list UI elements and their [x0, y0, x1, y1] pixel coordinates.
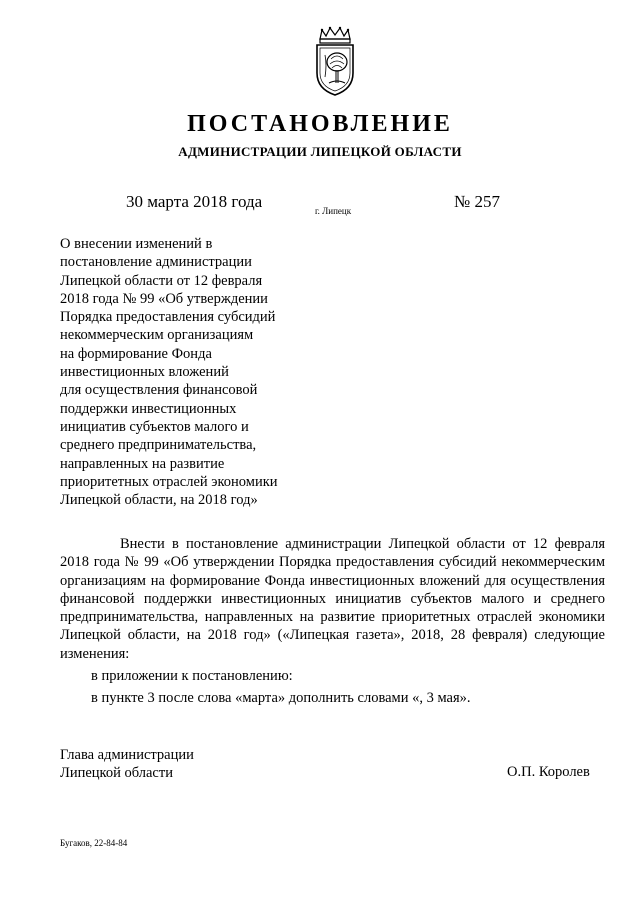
document-city: г. Липецк	[315, 206, 352, 216]
heading-line: инвестиционных вложений	[60, 364, 229, 381]
document-date: 30 марта 2018 года	[126, 192, 263, 211]
signatory-position-line: Глава администрации	[60, 747, 194, 763]
heading-line: поддержки инвестиционных	[60, 400, 237, 417]
heading-line: Липецкой области, на 2018 год»	[60, 492, 258, 509]
amendment-line-1: в приложении к постановлению:	[91, 668, 293, 684]
heading-line: для осуществления финансовой	[60, 382, 258, 399]
document-number: № 257	[454, 192, 500, 211]
heading-line: приоритетных отраслей экономики	[60, 473, 278, 490]
heading-line: некоммерческим организациям	[60, 327, 254, 344]
body-paragraph: Внести в постановление администрации Липецкой области от 12 февраля 2018 года № 99 «Об утверждении Порядка предоставления субсидий некоммерческим организациям на формирование Фонда инвестиционных вложений для осуществления финансовой поддержки инвестиционных инициатив субъектов малого и среднего предпринимательства, направленных на развитие приоритетных отраслей экономики Липецкой области, на 2018 год» («Липецкая газета», 2018, 28 февраля) следующие изменения:	[60, 536, 605, 662]
document-title: ПОСТАНОВЛЕНИЕ	[187, 111, 453, 137]
heading-line: 2018 года № 99 «Об утверждении	[60, 290, 268, 307]
heading-line: направленных на развитие	[60, 455, 225, 472]
heading-line: среднего предпринимательства,	[60, 437, 257, 454]
heading-line: Порядка предоставления субсидий	[60, 309, 276, 326]
heading-line: О внесении изменений в	[60, 236, 213, 252]
amendment-line-2: в пункте 3 после слова «марта» дополнить словами «, 3 мая».	[91, 690, 471, 706]
document-subtitle: АДМИНИСТРАЦИИ ЛИПЕЦКОЙ ОБЛАСТИ	[178, 144, 462, 159]
heading-line: Липецкой области от 12 февраля	[60, 272, 263, 289]
heading-line: на формирование Фонда	[60, 345, 212, 362]
heading-line: инициатив субъектов малого и	[60, 418, 249, 435]
signatory-position	[60, 746, 194, 783]
signatory-name: О.П. Королев	[507, 764, 590, 780]
signatory-position-line: Липецкой области	[60, 765, 173, 782]
document-heading	[60, 235, 320, 509]
coat-of-arms-icon	[311, 25, 359, 97]
heading-line: постановление администрации	[60, 254, 252, 271]
executor-contact: Бугаков, 22-84-84	[60, 838, 128, 848]
